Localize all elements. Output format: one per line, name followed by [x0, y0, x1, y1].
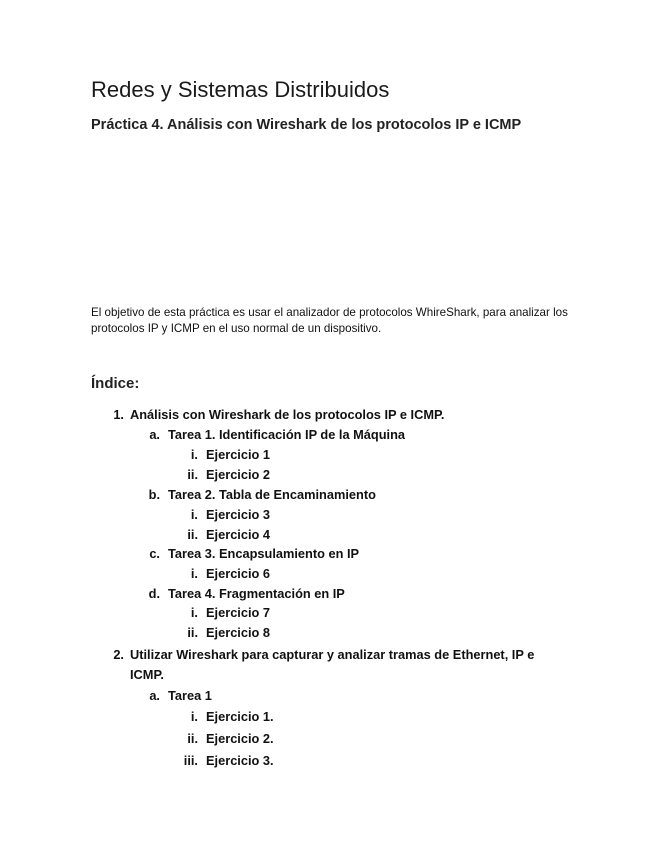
toc-text: Ejercicio 6 — [206, 566, 271, 581]
toc-text: Ejercicio 4 — [206, 527, 271, 542]
toc-marker: 2. — [113, 647, 124, 662]
intro-paragraph: El objetivo de esta práctica es usar el analizador de protocolos WhireShark, para analizar los protocolos IP y ICMP en el uso normal de un dispositivo. — [91, 306, 568, 335]
toc-marker: ii. — [187, 527, 198, 542]
toc-text: Utilizar Wireshark para capturar y analizar tramas de Ethernet, IP e ICMP. — [130, 647, 535, 682]
toc-text: Ejercicio 3. — [206, 753, 274, 768]
toc-marker: i. — [190, 447, 198, 462]
toc-marker: ii. — [187, 731, 198, 746]
toc-marker: b. — [148, 487, 160, 502]
toc-text: Tarea 2. Tabla de Encaminamiento — [168, 487, 376, 502]
toc-marker: c. — [149, 546, 160, 561]
toc-marker: i. — [190, 507, 198, 522]
toc-text: Ejercicio 7 — [206, 605, 271, 620]
toc-text: Tarea 1. Identificación IP de la Máquina — [168, 427, 406, 442]
toc-marker: i. — [190, 566, 198, 581]
toc-marker: iii. — [183, 753, 198, 768]
toc-text: Análisis con Wireshark de los protocolos IP e ICMP. — [130, 407, 445, 422]
toc-marker: ii. — [187, 625, 198, 640]
toc-text: Ejercicio 3 — [206, 507, 271, 522]
toc-marker: ii. — [187, 467, 198, 482]
toc-text: Ejercicio 2. — [206, 731, 274, 746]
document-title: Redes y Sistemas Distribuidos — [91, 77, 390, 102]
toc-marker: 1. — [113, 407, 124, 422]
toc-text: Tarea 3. Encapsulamiento en IP — [168, 546, 360, 561]
toc-text: Ejercicio 8 — [206, 625, 271, 640]
toc-marker: a. — [149, 427, 160, 442]
toc-marker: i. — [190, 605, 198, 620]
toc-marker: a. — [149, 688, 160, 703]
document-subtitle: Práctica 4. Análisis con Wireshark de los protocolos IP e ICMP — [91, 117, 522, 133]
toc-marker: d. — [148, 586, 160, 601]
toc-marker: i. — [190, 709, 198, 724]
index-heading: Índice: — [91, 375, 140, 392]
toc-text: Tarea 1 — [168, 688, 212, 703]
toc-text: Tarea 4. Fragmentación en IP — [168, 586, 345, 601]
toc-text: Ejercicio 1. — [206, 709, 274, 724]
toc-text: Ejercicio 1 — [206, 447, 271, 462]
toc-text: Ejercicio 2 — [206, 467, 271, 482]
